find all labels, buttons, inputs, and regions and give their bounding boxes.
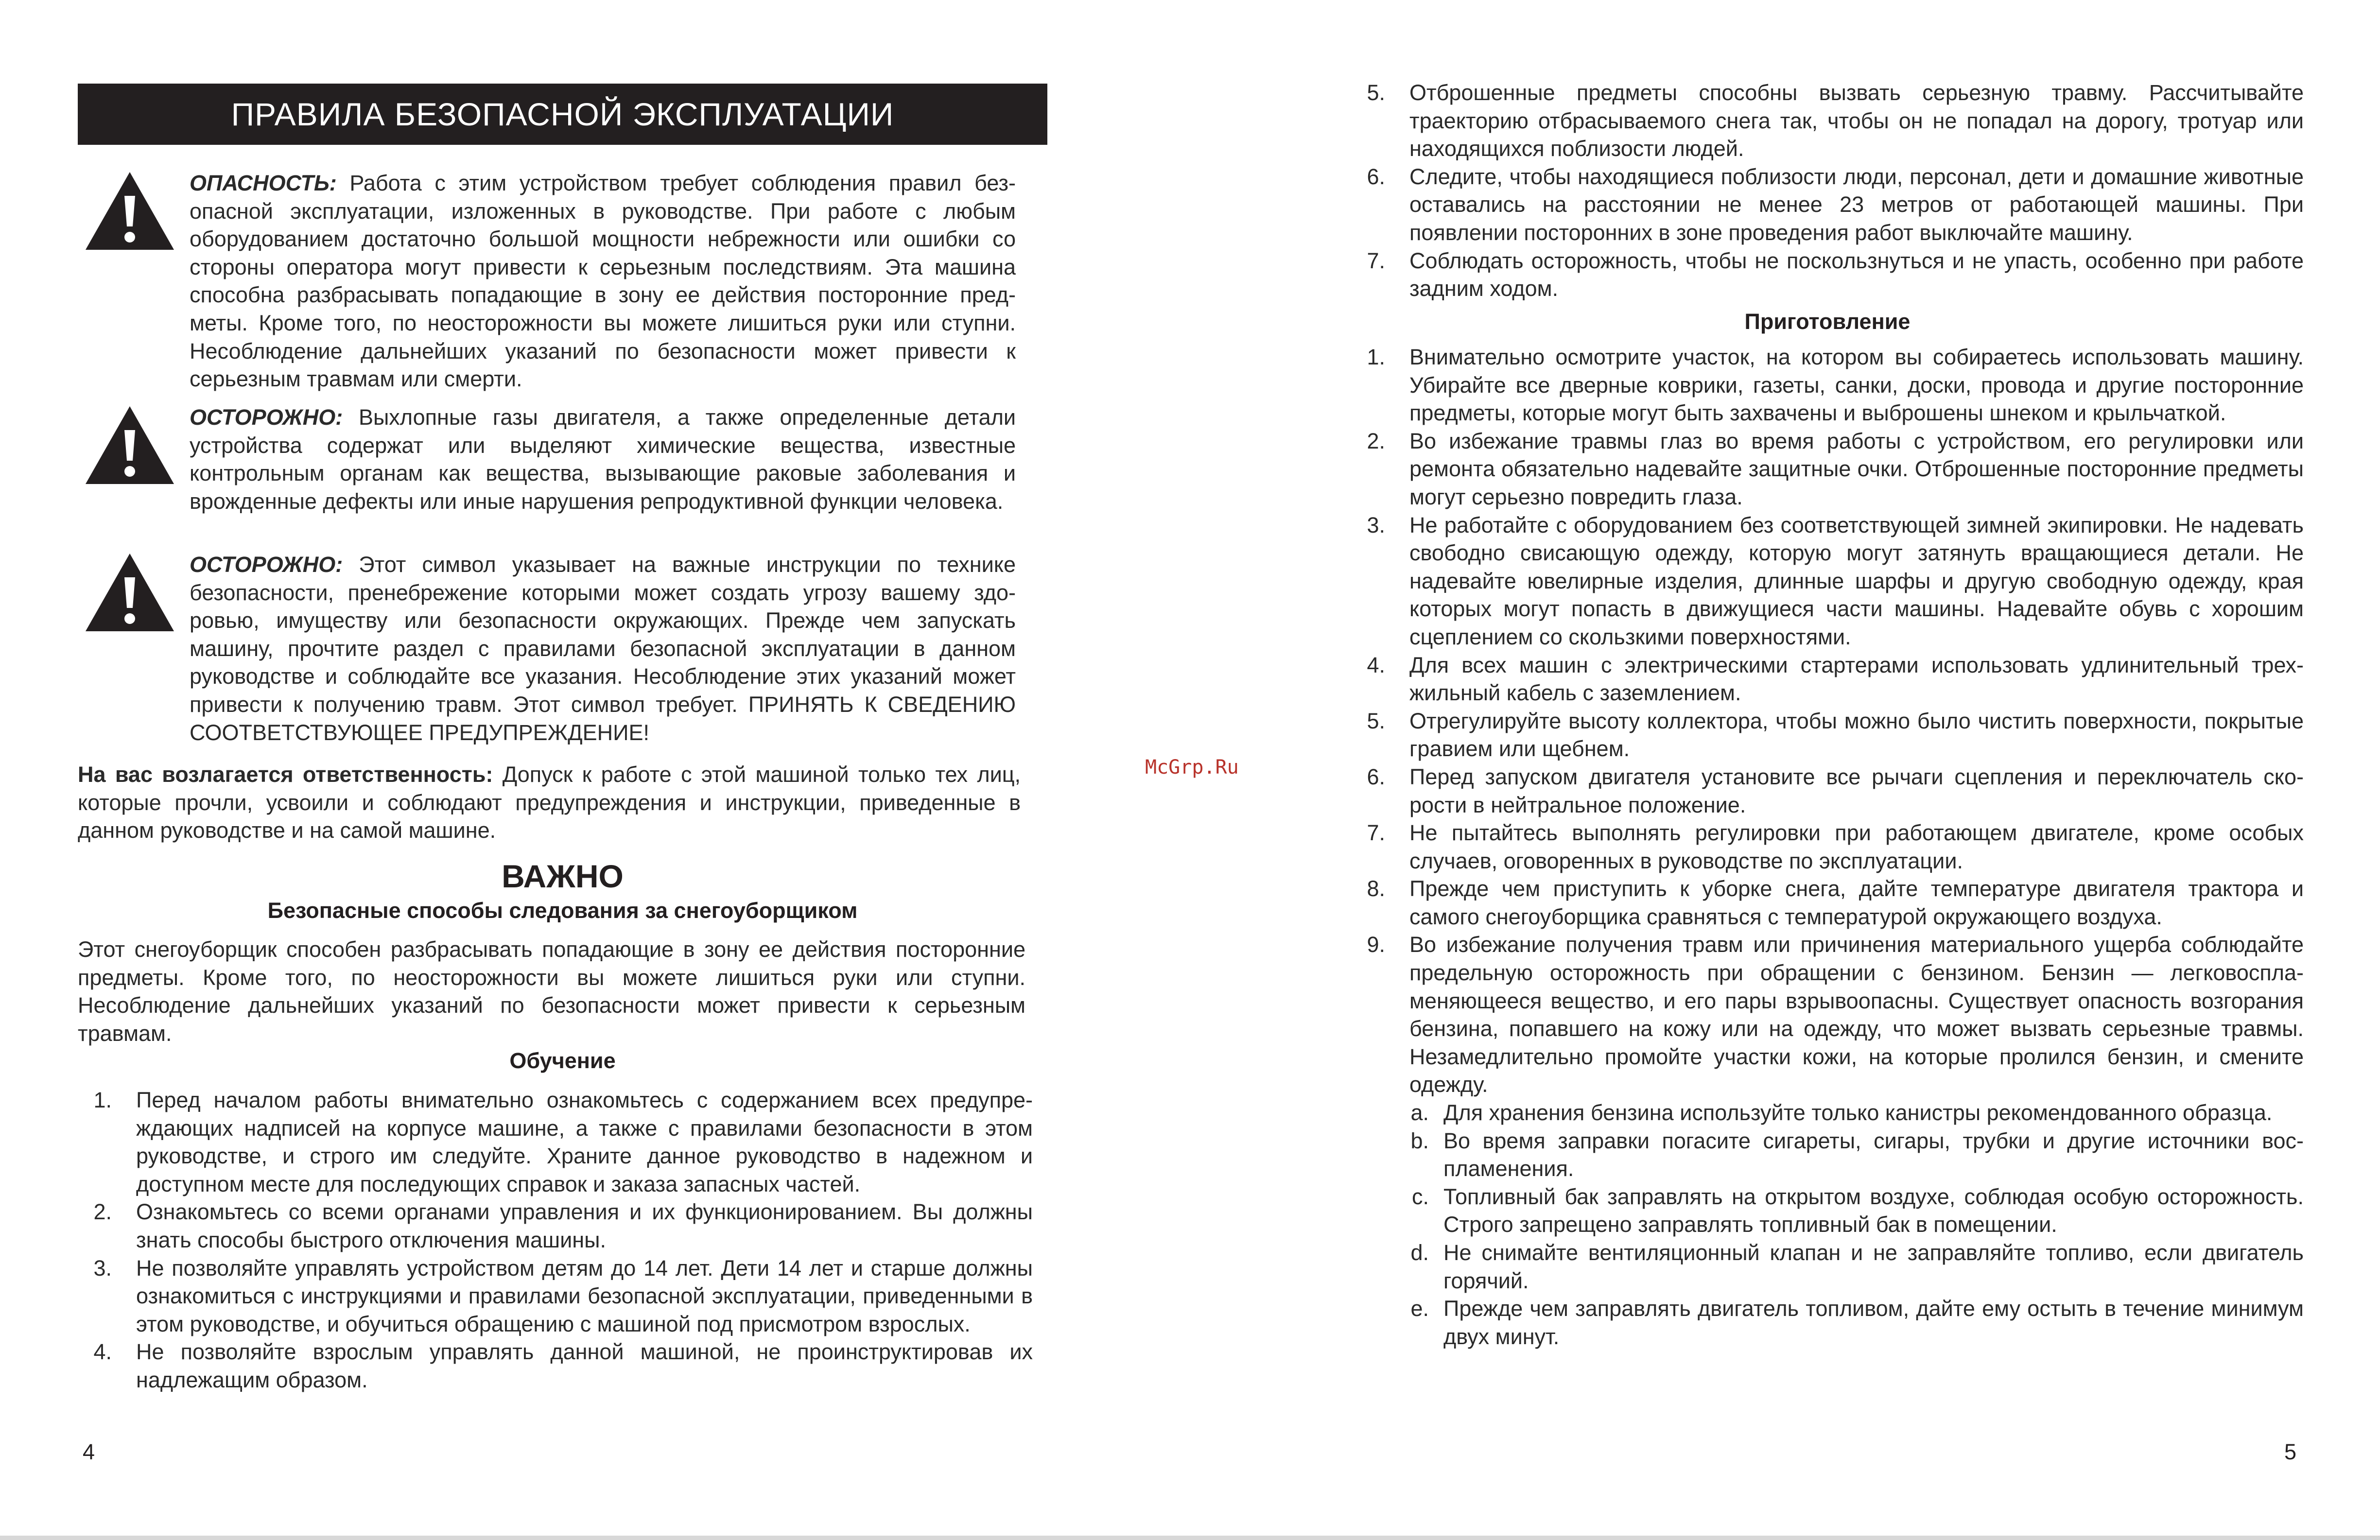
list-item: 1. Внимательно осмотрите участок, на котором вы собираетесь использовать машину. Убирайте все дверные коврики, газеты, санки, доски, провода и другие посторонние предметы, которые могут быть захвачены и выброшены шнеком и крыльчаткой. — [1367, 345, 2304, 426]
responsibility-label: На вас возлагается ответственность: — [78, 762, 493, 787]
bottom-divider — [0, 1536, 2380, 1540]
list-item: 7. Соблюдать осторожность, чтобы не поскользнуться и не упасть, особенно при работе задним ходом. — [1367, 248, 2304, 301]
section-header — [78, 84, 1047, 145]
list-item: 9. Во избежание получения травм или причинения материального ущерба соблюдайте предельную осторожность при обращении с бензином. Бензин — легковоспламеняющееся вещество, и его пары взрывоопасны. Существует опасность возгорания бензина, попавшего на кожу или на одежду, что может вызвать серьезные травмы. Незамедлительно промойте участки кожи, на которые пролился бензин, и смените одежду. a. Для хранения бензина используйте только канистры рекомендованного образца. b. Во время заправки погасите сигареты, сигары, трубки и другие источники воспламенения. c. Топливный бак заправлять на открытом воздухе, соблюдая особую осторожность. Строго запрещено заправлять топливный бак в помещении. d. Не снимайте вентиляционный клапан и не заправляйте топливо, если двигатель горячий. e. Прежде чем заправлять двигатель топливом, дайте ему остыть в течение минимум двух минут. — [1351, 931, 2304, 1350]
training-title: Обучение — [509, 1048, 616, 1073]
safety-list-continued — [1351, 79, 2304, 303]
warning-text: ОСТОРОЖНО: Выхлопные газы двигателя, а также определенные детали устройства содержат или выделяют химические вещества, известные контрольным органам как вещества, вызывающие раковые заболевания и врожденные дефекты или иные нарушения репродуктивной функции человека. — [190, 405, 1016, 514]
warning-triangle-icon — [84, 169, 176, 252]
sublist-item: d. Не снимайте вентиляционный клапан и не заправляйте топливо, если двигатель горячий. — [1410, 1240, 2304, 1293]
list-item: 8. Прежде чем приступить к уборке снега, дайте температуре двигателя трактора и самого снегоуборщика сравняться с температурой окружающего воздуха. — [1367, 876, 2304, 929]
warning-text: ОСТОРОЖНО: Этот символ указывает на важные инструкции по технике безопасности, пренебрежение которыми может создать угрозу вашему здоровью, имуществу или безопасности окружающих. Прежде чем запускать машину, прочтите раздел с правилами безопасной эксплуатации в данном руководстве и соблюдайте все указания. Несоблюдение этих указаний может привести к получению травм. Этот символ требует. ПРИНЯТЬ К СВЕДЕНИЮ СООТВЕТСТВУЮЩЕЕ ПРЕДУПРЕЖДЕНИЕ! — [190, 552, 1016, 745]
important-subtitle: Безопасные способы следования за снегоуборщиком — [267, 898, 858, 923]
watermark: McGrp.Ru — [1145, 756, 1239, 779]
list-item: 3. Не позволяйте управлять устройством детям до 14 лет. Дети 14 лет и старше должны ознакомиться с инструкциями и правилами безопасной эксплуатации, приведенными в этом руководстве, и обучиться обращению с машиной под присмотром взрослых. — [93, 1255, 1033, 1336]
list-item: 5. Отрегулируйте высоту коллектора, чтобы можно было чистить поверхности, покрытые гравием или щебнем. — [1367, 708, 2304, 761]
warning-label: ОСТОРОЖНО: — [190, 552, 343, 577]
list-item: 3. Не работайте с оборудованием без соответствующей зимней экипировки. Не надевать свободно свисающую одежду, которую могут затянуть вращающиеся детали. Не надевайте ювелирные изделия, длинные шарфы и другую свободную одежду, края которых могут попасть в движущиеся части машины. Надевайте обувь с хорошим сцеплением со скользкими поверхностями. — [1367, 512, 2304, 649]
section-header-text: ПРАВИЛА БЕЗОПАСНОЙ ЭКСПЛУАТАЦИИ — [231, 96, 894, 132]
list-item: 6. Следите, чтобы находящиеся поблизости люди, персонал, дети и домашние животные оставались на расстоянии не менее 23 метров от работающей машины. При появлении посторонних в зоне проведения работ выключайте машину. — [1367, 164, 2304, 245]
responsibility-paragraph: На вас возлагается ответственность: Допуск к работе с этой машиной только тех лиц, которые прочли, усвоили и соблюдают предупреждения и инструкции, приведенные в данном руководстве и на самой машине. — [78, 762, 1021, 843]
list-item: 4. Для всех машин с электрическими стартерами использовать удлинительный трехжильный кабель с заземлением. — [1367, 652, 2304, 706]
list-item: 1. Перед началом работы внимательно ознакомьтесь с содержанием всех предупреждающих надписей на корпусе машине, а также с правилами безопасности в этом руководстве, и строго им следуйте. Храните данное руководство в надежном и доступном месте для последующих справок и заказа запасных частей. — [93, 1088, 1033, 1196]
sublist-item: b. Во время заправки погасите сигареты, сигары, трубки и другие источники воспламенения. — [1410, 1128, 2304, 1181]
prep-list — [1351, 343, 2304, 1350]
prep-title: Приготовление — [1744, 309, 1911, 334]
list-item: 6. Перед запуском двигателя установите все рычаги сцепления и переключатель скорости в нейтральное положение. — [1367, 764, 2304, 817]
warning-label: ОПАСНОСТЬ: — [190, 171, 337, 195]
warning-label: ОСТОРОЖНО: — [190, 405, 343, 430]
list-item: 2. Во избежание травмы глаз во время работы с устройством, его регулировки или ремонта обязательно надевайте защитные очки. Отброшенные посторонние предметы могут серьезно повредить глаза. — [1367, 428, 2304, 509]
sublist-item: a. Для хранения бензина используйте только канистры рекомендованного образца. — [1410, 1100, 2273, 1125]
sublist-item: e. Прежде чем заправлять двигатель топливом, дайте ему остыть в течение минимум двух минут. — [1410, 1296, 2304, 1349]
list-item: 2. Ознакомьтесь со всеми органами управления и их функционированием. Вы должны знать способы быстрого отключения машины. — [93, 1199, 1033, 1252]
list-item: 7. Не пытайтесь выполнять регулировки при работающем двигателе, кроме особых случаев, оговоренных в руководстве по эксплуатации. — [1367, 820, 2304, 873]
page-number-left: 4 — [83, 1439, 95, 1464]
list-item: 4. Не позволяйте взрослым управлять данной машиной, не проинструктировав их надлежащим образом. — [93, 1339, 1033, 1392]
fuel-sublist — [1409, 1099, 2304, 1350]
list-item: 5. Отброшенные предметы способны вызвать серьезную травму. Рассчитывайте траекторию отбрасываемого снега так, чтобы он не попадал на дорогу, тротуар или находящихся поблизости людей. — [1367, 80, 2304, 161]
page-number-right: 5 — [2284, 1439, 2297, 1464]
training-list — [78, 1086, 1033, 1394]
intro-paragraph: Этот снегоуборщик способен разбрасывать попадающие в зону ее действия посторонние предметы. Кроме того, по неосторожности вы можете лишиться руки или ступни. Несоблюдение дальнейших указаний по безопасности может привести к серьезным травмам. — [78, 937, 1025, 1046]
sublist-item: c. Топливный бак заправлять на открытом воздухе, соблюдая особую осторожность. Строго запрещено заправлять топливный бак в помещении. — [1411, 1184, 2304, 1237]
important-title: ВАЖНО — [502, 858, 624, 894]
warning-triangle-icon — [84, 403, 176, 486]
warning-text: ОПАСНОСТЬ: Работа с этим устройством требует соблюдения правил безопасной эксплуатации, изложенных в руководстве. При работе с любым оборудованием достаточно большой мощности небрежности или ошибки со стороны оператора могут привести к серьезным последствиям. Эта машина способна разбрасывать попадающие в зону ее действия посторонние предметы. Кроме того, по неосторожности вы можете лишиться руки или ступни. Несоблюдение дальнейших указаний по безопасности может привести к серьезным травмам или смерти. — [190, 171, 1016, 392]
warning-triangle-icon — [84, 551, 176, 633]
